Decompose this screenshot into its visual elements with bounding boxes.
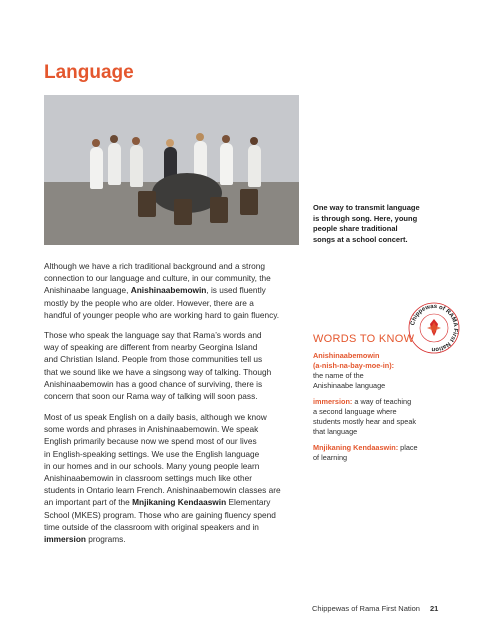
glossary-entry: immersion: a way of teaching a second language where students mostly hear and speak that language xyxy=(313,397,417,436)
photo-chair xyxy=(240,189,258,215)
photo-person xyxy=(108,143,121,185)
photo-person xyxy=(130,145,143,187)
photo-head xyxy=(92,139,100,147)
photo-chair xyxy=(174,199,192,225)
term-mnjikaning-kendaaswin: Mnjikaning Kendaaswin xyxy=(132,497,227,508)
photo-head xyxy=(250,137,258,145)
photo-chair xyxy=(138,191,156,217)
term-anishinaabemowin: Anishinaabemowin xyxy=(130,285,207,296)
photo-head xyxy=(222,135,230,143)
photo-head xyxy=(110,135,118,143)
page-title: Language xyxy=(44,62,134,83)
words-to-know-title: WORDS TO KNOW xyxy=(313,333,415,345)
footer-publication-name: Chippewas of Rama First Nation xyxy=(312,604,420,613)
concert-photo xyxy=(44,95,299,245)
page-number: 21 xyxy=(430,604,439,613)
words-to-know-box xyxy=(313,333,431,469)
photo-chair xyxy=(210,197,228,223)
photo-person xyxy=(248,145,261,187)
glossary-entry: Mnjikaning Kendaaswin: place of learning xyxy=(313,443,418,462)
paragraph-1: Although we have a rich traditional background and a strong connection to our language and culture, in our community, the Anishinaabe language, Anishinaabemowin, is used fluently mostly by the people who are older. However, there are a handful of younger people who are working hard to gain fluency. xyxy=(44,261,280,320)
photo-head xyxy=(196,133,204,141)
photo-head xyxy=(166,139,174,147)
paragraph-3: Most of us speak English on a daily basis, although we know some words and phrases in Anishinaabemowin. We speak English primarily because now we spend most of our lives in English-speaking settings. We use the English language in our homes and in our schools. Many young people learn Anishinaabemowin in classroom settings much like other students in Ontario learn French. Anishinaabemowin classes are an important part of the Mnjikaning Kendaaswin Elementary School (MKES) program. Those who are gaining fluency spend time outside of the classroom with original speakers and in immersion programs. xyxy=(44,412,281,545)
photo-person xyxy=(90,147,103,189)
photo-caption: One way to transmit language is through song. Here, young people share traditional songs at a school concert. xyxy=(313,203,420,244)
glossary-entry: Anishinaabemowin (a-nish-na-bay-moe-in): the name of the Anishinaabe language xyxy=(313,351,395,390)
photo-head xyxy=(132,137,140,145)
paragraph-2: Those who speak the language say that Rama’s words and way of speaking are different from nearby Georgina Island and Christian Island. People from those communities tell us that we sound like we have a singsong way of talking. Though Anishinaabemowin has a good chance of surviving, there is concern that soon our Rama way of talking will soon pass. xyxy=(44,330,272,402)
svg-text:Chippewas of RAMA First Nation: Chippewas of RAMA First Nation xyxy=(410,303,459,353)
photo-person xyxy=(220,143,233,185)
term-immersion: immersion xyxy=(44,534,86,545)
